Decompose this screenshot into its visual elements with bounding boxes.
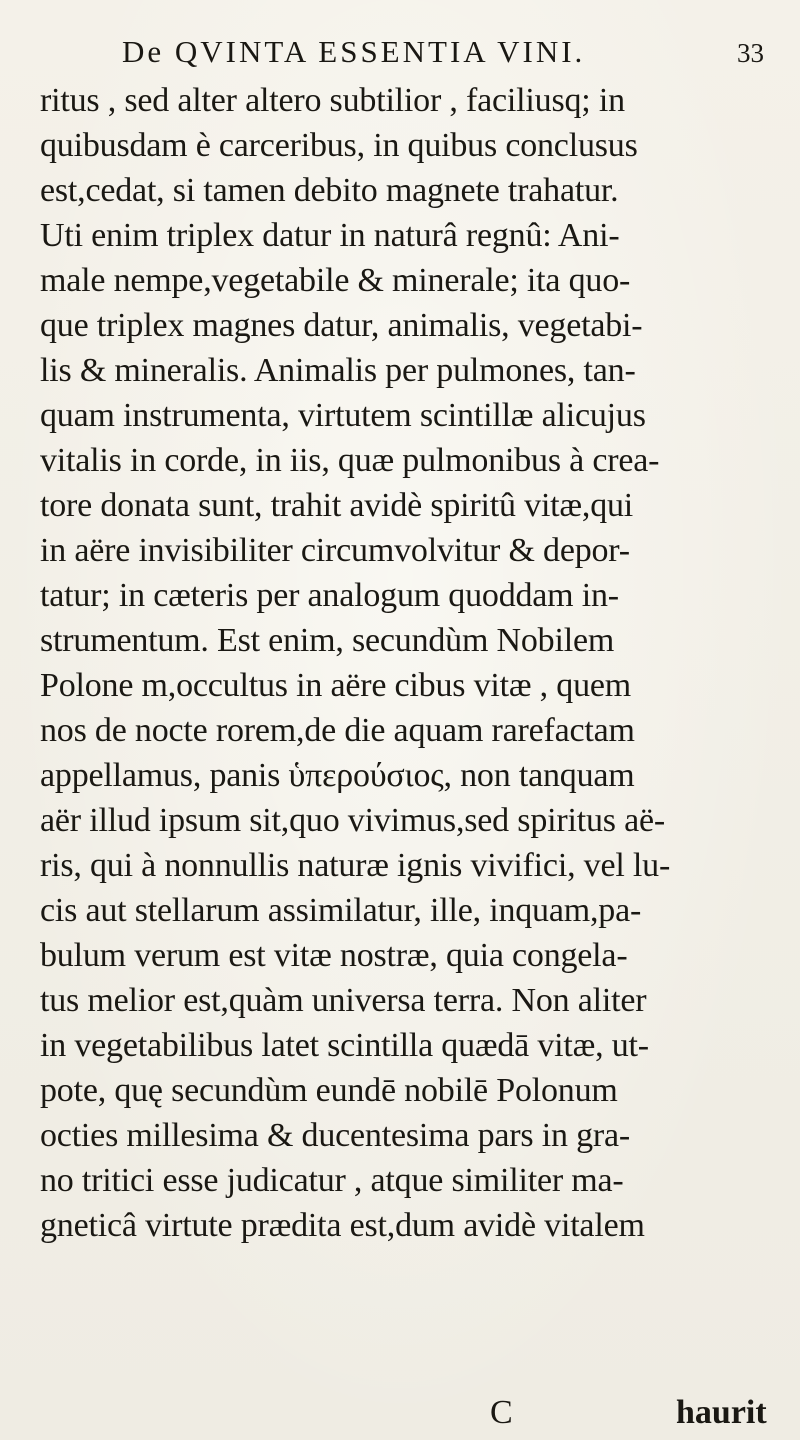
page-footer xyxy=(0,1394,800,1438)
text-line: strumentum. Est enim, secundùm Nobilem xyxy=(40,622,615,659)
text-line: nos de nocte rorem,de die aquam rarefactam xyxy=(40,712,635,749)
body-text xyxy=(40,78,780,1248)
text-line: tore donata sunt, trahit avidè spiritû vitæ,qui xyxy=(40,487,634,524)
running-title: De QVINTA ESSENTIA VINI. xyxy=(122,34,586,69)
text-line: aër illud ipsum sit,quo vivimus,sed spiritus aë- xyxy=(40,802,666,839)
running-head xyxy=(0,34,800,84)
text-line: in aëre invisibiliter circumvolvitur & depor- xyxy=(40,532,630,569)
text-line: est,cedat, si tamen debito magnete trahatur. xyxy=(40,172,619,209)
text-line: no tritici esse judicatur , atque similiter ma- xyxy=(40,1162,624,1199)
text-line: ris, qui à nonnullis naturæ ignis vivifici, vel lu- xyxy=(40,847,671,884)
page-number: 33 xyxy=(737,38,764,68)
text-line: Uti enim triplex datur in naturâ regnû: Ani- xyxy=(40,217,620,254)
text-line: vitalis in corde, in iis, quæ pulmonibus à crea- xyxy=(40,442,660,479)
text-line: pote, quę secundùm eundē nobilē Polonum xyxy=(40,1072,618,1109)
signature-mark: C xyxy=(490,1394,513,1431)
text-line: Polone m,occultus in aëre cibus vitæ , quem xyxy=(40,667,632,704)
text-line: gneticâ virtute prædita est,dum avidè vitalem xyxy=(40,1207,645,1244)
text-line: quam instrumenta, virtutem scintillæ alicujus xyxy=(40,397,646,434)
text-line: in vegetabilibus latet scintilla quædā vitæ, ut- xyxy=(40,1027,649,1064)
text-line: tus melior est,quàm universa terra. Non aliter xyxy=(40,982,647,1019)
text-line: bulum verum est vitæ nostræ, quia congela- xyxy=(40,937,628,974)
text-line: tatur; in cæteris per analogum quoddam in- xyxy=(40,577,619,614)
text-line: quibusdam è carceribus, in quibus conclusus xyxy=(40,127,638,164)
text-line: que triplex magnes datur, animalis, vegetabi- xyxy=(40,307,643,344)
text-line: ritus , sed alter altero subtilior , faciliusq; in xyxy=(40,82,625,119)
text-line: lis & mineralis. Animalis per pulmones, tan- xyxy=(40,352,636,389)
text-line: cis aut stellarum assimilatur, ille, inquam,pa- xyxy=(40,892,642,929)
catchword: haurit xyxy=(676,1394,767,1431)
text-line: octies millesima & ducentesima pars in gra- xyxy=(40,1117,631,1154)
text-line: male nempe,vegetabile & minerale; ita quo- xyxy=(40,262,631,299)
text-line: appellamus, panis ὑπερούσιος, non tanquam xyxy=(40,757,635,794)
